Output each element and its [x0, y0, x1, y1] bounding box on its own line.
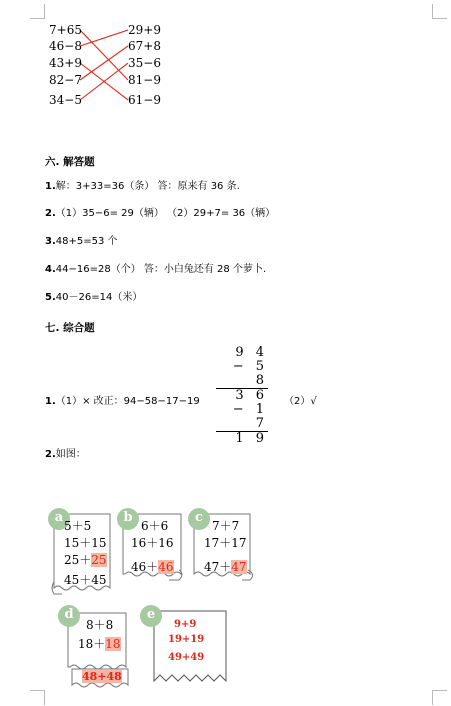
card-d	[58, 605, 132, 689]
answer-text: 40－26=14（米）	[55, 292, 143, 303]
left-expression: 46−8	[49, 39, 82, 53]
left-expression: 7+65	[49, 23, 82, 37]
right-expression: 29+9	[128, 23, 161, 37]
badge-a: a	[48, 508, 70, 530]
section-7-heading: 七. 综合题	[45, 322, 95, 334]
card-a	[48, 508, 114, 600]
card-c	[188, 508, 258, 584]
q7-1-part2: （2）√	[284, 396, 317, 407]
answer-5	[45, 292, 142, 304]
card-line: 16＋16	[131, 536, 174, 550]
card-line: 19+19	[168, 634, 205, 645]
badge-d: d	[58, 605, 80, 627]
answer-text: 解：3+33=36（条） 答：原来有 36 条.	[55, 181, 240, 192]
right-expression: 61−9	[128, 93, 161, 107]
answer-highlight: 25	[91, 553, 107, 567]
right-expression: 81−9	[128, 73, 161, 87]
card-line: 7＋7	[212, 519, 240, 533]
answer-highlight: 18	[105, 637, 121, 651]
badge-c: c	[188, 508, 210, 530]
left-expression: 34−5	[49, 93, 82, 107]
answer-2	[45, 208, 275, 220]
card-line: 18＋18	[78, 637, 121, 651]
card-line: 49+49	[168, 652, 205, 663]
answer-text: 44−16=28（个） 答：小白兔还有 28 个萝卜.	[55, 264, 267, 275]
answer-number: 1.	[45, 181, 56, 192]
answer-number: 4.	[45, 264, 56, 275]
answer-text: （1）× 改正：94−58−17−19	[55, 396, 200, 407]
card-line: 8＋8	[86, 618, 114, 632]
answer-text: 48+5=53 个	[55, 236, 118, 247]
card-line: 47＋47	[204, 560, 247, 574]
vertical-row: 3 6	[235, 388, 268, 403]
card-line: 17＋17	[204, 536, 247, 550]
card-line: 6＋6	[141, 519, 169, 533]
badge-e: e	[140, 605, 162, 627]
card-line: 5＋5	[64, 519, 92, 533]
answer-number: 5.	[45, 292, 56, 303]
right-expression: 35−6	[128, 56, 161, 70]
vertical-row: − 5 8	[216, 360, 268, 389]
section-6-heading: 六. 解答题	[45, 156, 95, 168]
answer-highlight: 47	[231, 560, 247, 574]
card-line: 45＋45	[64, 573, 107, 587]
card-line: 25＋25	[64, 553, 107, 567]
q7-2-text	[45, 449, 86, 461]
badge-b: b	[117, 508, 139, 530]
answer-number: 1.	[45, 396, 56, 407]
card-line: 15＋15	[64, 536, 107, 550]
left-expression: 82−7	[49, 73, 82, 87]
answer-4	[45, 264, 266, 276]
answer-number: 3.	[45, 236, 56, 247]
answer-number: 2.	[45, 208, 56, 219]
left-expression: 43+9	[49, 56, 82, 70]
corner-mark-bottom-right	[432, 690, 447, 705]
card-line-answer: 48+48	[82, 670, 122, 683]
card-line: 46＋46	[131, 560, 174, 574]
answer-number: 2.	[45, 449, 56, 460]
answer-text: （1）35−6= 29（辆） （2）29+7= 36（辆）	[55, 208, 276, 219]
card-line: 9+9	[174, 619, 197, 630]
card-e	[140, 605, 232, 689]
right-expression: 67+8	[128, 39, 161, 53]
vertical-subtraction	[216, 346, 268, 446]
answer-3	[45, 236, 118, 248]
vertical-row: 9 4	[235, 345, 268, 360]
answer-highlight: 46	[158, 560, 174, 574]
vertical-row: 1 9	[235, 431, 268, 446]
card-b	[117, 508, 185, 584]
answer-text: 如图：	[55, 449, 86, 460]
q7-1-text	[45, 396, 200, 408]
corner-mark-bottom-left	[30, 690, 45, 705]
answer-1	[45, 181, 240, 193]
vertical-row: − 1 7	[216, 403, 268, 432]
